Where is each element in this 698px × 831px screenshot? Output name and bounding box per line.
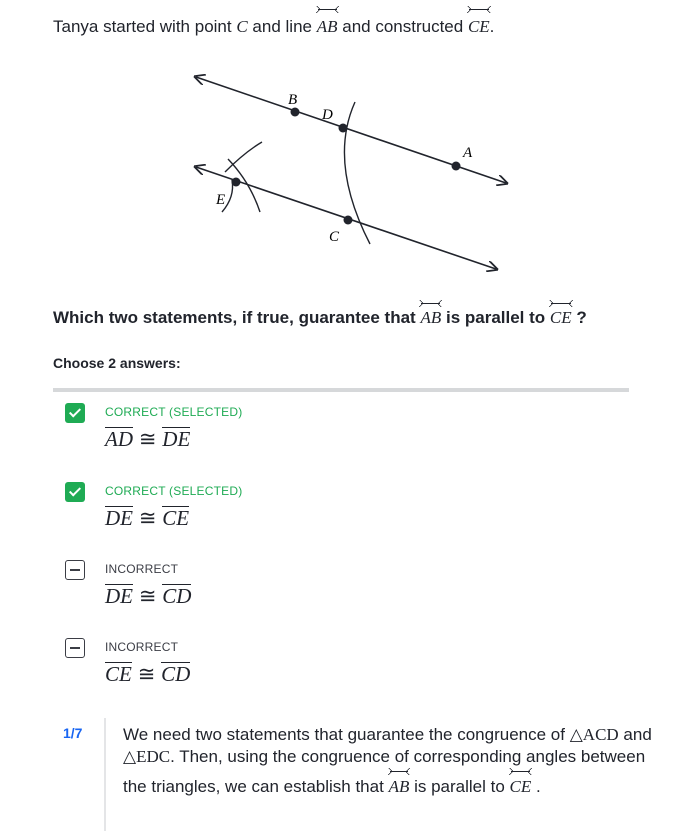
congruent-symbol: ≅ [137,662,156,686]
hint-counter: 1/7 [63,725,83,741]
minus-icon[interactable] [65,638,85,658]
hint-period: . [536,777,541,796]
arc-e-1 [225,142,262,172]
minus-icon[interactable] [65,560,85,580]
hint-part: is parallel to [414,777,505,796]
hint-text [123,724,663,798]
choice-status: CORRECT (SELECTED) [105,484,243,498]
prompt-period: . [489,17,495,36]
line-ce-symbol: CE [510,768,532,798]
hint-part: We need two statements that guarantee the congruence of [123,725,565,744]
line-ce-symbol: CE [550,300,572,328]
choice-statement [105,427,190,452]
segment-right: CD [162,584,192,608]
prompt-text: and constructed [342,17,464,36]
hint-divider [104,718,106,831]
problem-statement [53,6,494,40]
label-a: A [463,145,473,161]
point-a-dot [452,162,461,171]
check-icon[interactable] [65,403,85,423]
segment-left: DE [105,584,133,608]
question-part: Which two statements, if true, guarantee that [53,308,416,327]
line-ab-symbol: AB [317,6,338,40]
congruent-symbol: ≅ [138,584,157,608]
choice-statement [105,662,190,687]
label-c: C [329,229,340,245]
check-icon[interactable] [65,482,85,502]
choice-4[interactable] [65,638,625,708]
segment-right: DE [162,427,191,451]
label-d: D [322,107,333,123]
line-ce-symbol: CE [468,6,490,40]
choice-statement [105,506,189,531]
hint-part: . Then, using the congruence of corresponding angles between the triangles, we can establish that [123,747,646,796]
point-c-dot [344,216,353,225]
choice-status: CORRECT (SELECTED) [105,405,243,419]
segment-left: AD [105,427,133,451]
choice-status: INCORRECT [105,562,179,576]
line-ab-symbol: AB [389,768,410,798]
choice-status: INCORRECT [105,640,179,654]
point-b-dot [291,108,300,117]
segment-left: CE [105,662,132,686]
label-b: B [288,92,298,108]
construction-diagram [180,62,520,282]
choice-1[interactable] [65,403,625,473]
hint-part: and [623,725,652,744]
label-e: E [216,192,226,208]
choose-label: Choose 2 answers: [53,355,181,371]
choice-2[interactable] [65,482,625,552]
choice-3[interactable] [65,560,625,630]
question-text [53,300,587,328]
choice-statement [105,584,191,609]
line-ab-symbol: AB [420,300,441,328]
prompt-text: Tanya started with point [53,17,232,36]
segment-right: CE [162,506,190,530]
triangle-edc: △EDC [123,747,171,766]
question-mark: ? [576,308,587,327]
point-c: C [236,17,248,36]
prompt-text: and line [252,17,312,36]
question-part: is parallel to [445,308,546,327]
congruent-symbol: ≅ [138,427,157,451]
point-d-dot [339,124,348,133]
congruent-symbol: ≅ [138,506,157,530]
divider [53,388,629,392]
segment-left: DE [105,506,133,530]
point-e-dot [232,178,241,187]
triangle-acd: △ACD [569,725,619,744]
segment-right: CD [161,662,191,686]
